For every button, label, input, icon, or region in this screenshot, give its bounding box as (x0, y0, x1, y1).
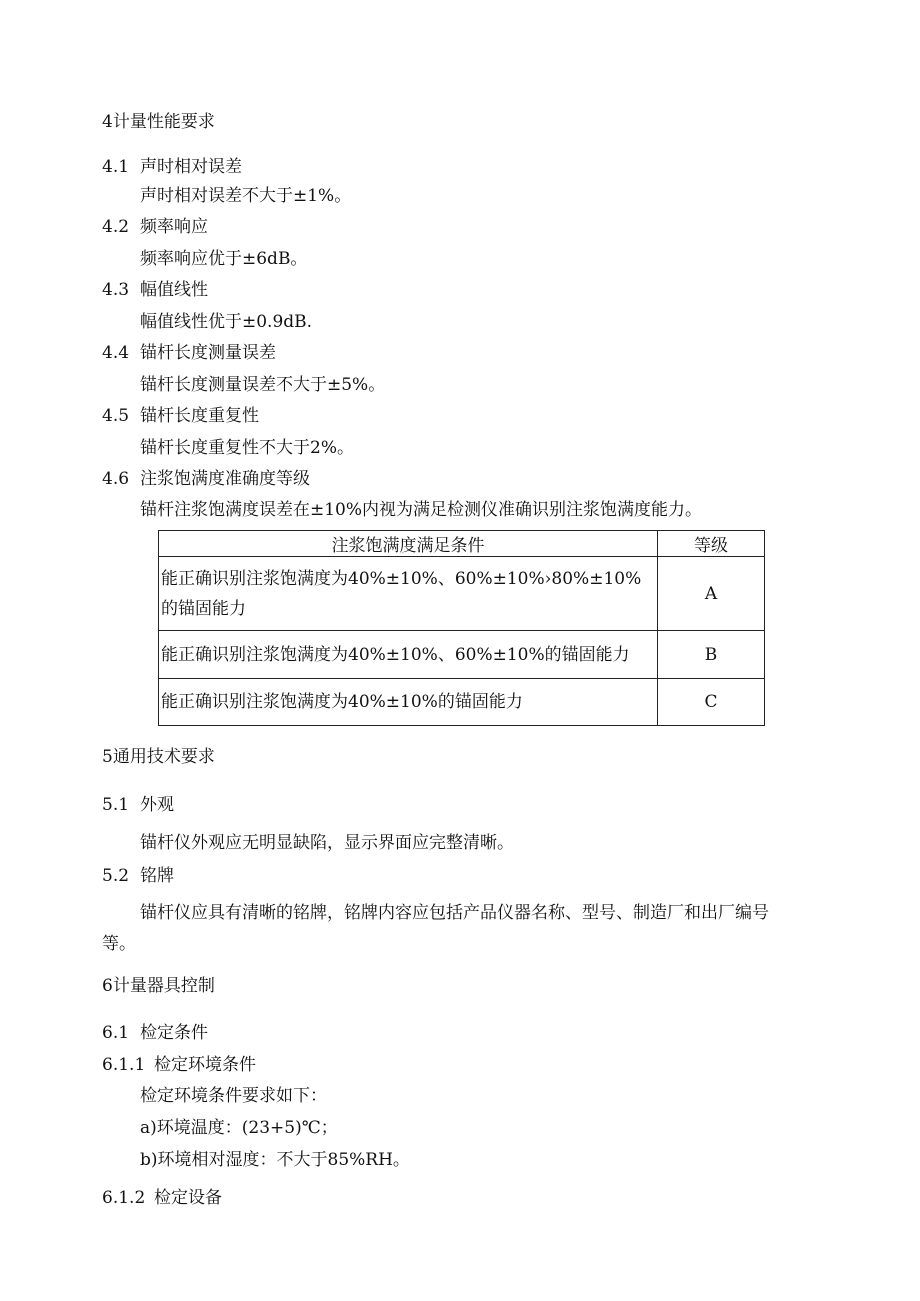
condition-cell (159, 557, 658, 631)
grade-cell: A (658, 557, 765, 631)
clause-number: 4.6 (102, 469, 130, 489)
clause-4-6-body: 锚杆注浆饱满度误差在±10%内视为满足检测仪准确识别注浆饱满度能力。 (140, 500, 703, 520)
condition-line: 能正确识别注浆饱满度为40%±10%、60%±10%›80%±10% (161, 568, 642, 589)
section-6-heading: 6计量器具控制 (102, 976, 215, 996)
table-row (159, 557, 765, 631)
clause-title: 幅值线性 (140, 280, 208, 300)
clause-title: 检定环境条件 (154, 1055, 256, 1075)
grade-cell: C (658, 679, 765, 726)
clause-number: 4.4 (102, 343, 130, 363)
clause-title: 锚杆长度重复性 (140, 406, 259, 426)
clause-number: 5.1 (102, 795, 130, 815)
clause-4-3-body: 幅值线性优于±0.9dB. (140, 312, 313, 332)
clause-5-2-body: 锚杆仪应具有清晰的铭牌，铭牌内容应包括产品仪器名称、型号、制造厂和出厂编号 (140, 903, 769, 923)
clause-4-4-body: 锚杆长度测量误差不大于±5%。 (140, 375, 386, 395)
clause-number: 6.1 (102, 1023, 130, 1043)
table-row (159, 679, 765, 726)
column-header-condition: 注浆饱满度满足条件 (159, 531, 658, 557)
clause-number: 6.1.2 (102, 1188, 146, 1208)
clause-title: 外观 (140, 795, 174, 815)
condition-cell: 能正确识别注浆饱满度为40%±10%、60%±10%的锚固能力 (159, 631, 658, 679)
clause-4-2-body: 频率响应优于±6dB。 (140, 249, 308, 269)
clause-number: 4.3 (102, 280, 130, 300)
column-header-grade: 等级 (658, 531, 765, 557)
clause-6-1-1-intro: 检定环境条件要求如下： (140, 1086, 327, 1106)
table-header-row (159, 531, 765, 557)
section-4-heading: 4计量性能要求 (102, 112, 215, 132)
clause-title: 检定设备 (154, 1188, 222, 1208)
condition-item-b: b)环境相对湿度：不大于85%RH。 (140, 1150, 410, 1170)
clause-5-2-body-cont: 等。 (102, 934, 136, 954)
section-5-heading: 5通用技术要求 (102, 747, 215, 767)
clause-title: 注浆饱满度准确度等级 (140, 469, 310, 489)
clause-number: 4.5 (102, 406, 130, 426)
clause-number: 5.2 (102, 866, 130, 886)
accuracy-grade-table (158, 530, 765, 726)
clause-4-1-body: 声时相对误差不大于±1%。 (140, 186, 352, 206)
clause-5-1-body: 锚杆仪外观应无明显缺陷，显示界面应完整清晰。 (140, 833, 514, 853)
clause-number: 4.2 (102, 217, 130, 237)
clause-number: 4.1 (102, 157, 130, 177)
condition-line: 的锚固能力 (161, 598, 246, 619)
clause-title: 检定条件 (140, 1023, 208, 1043)
condition-item-a: a)环境温度：(23+5)℃； (140, 1118, 338, 1138)
condition-cell: 能正确识别注浆饱满度为40%±10%的锚固能力 (159, 679, 658, 726)
clause-title: 铭牌 (140, 866, 174, 886)
clause-title: 声时相对误差 (140, 157, 242, 177)
clause-title: 频率响应 (140, 217, 208, 237)
clause-title: 锚杆长度测量误差 (140, 343, 276, 363)
clause-4-5-body: 锚杆长度重复性不大于2%。 (140, 438, 354, 458)
grade-cell: B (658, 631, 765, 679)
table-row (159, 631, 765, 679)
clause-number: 6.1.1 (102, 1055, 146, 1075)
